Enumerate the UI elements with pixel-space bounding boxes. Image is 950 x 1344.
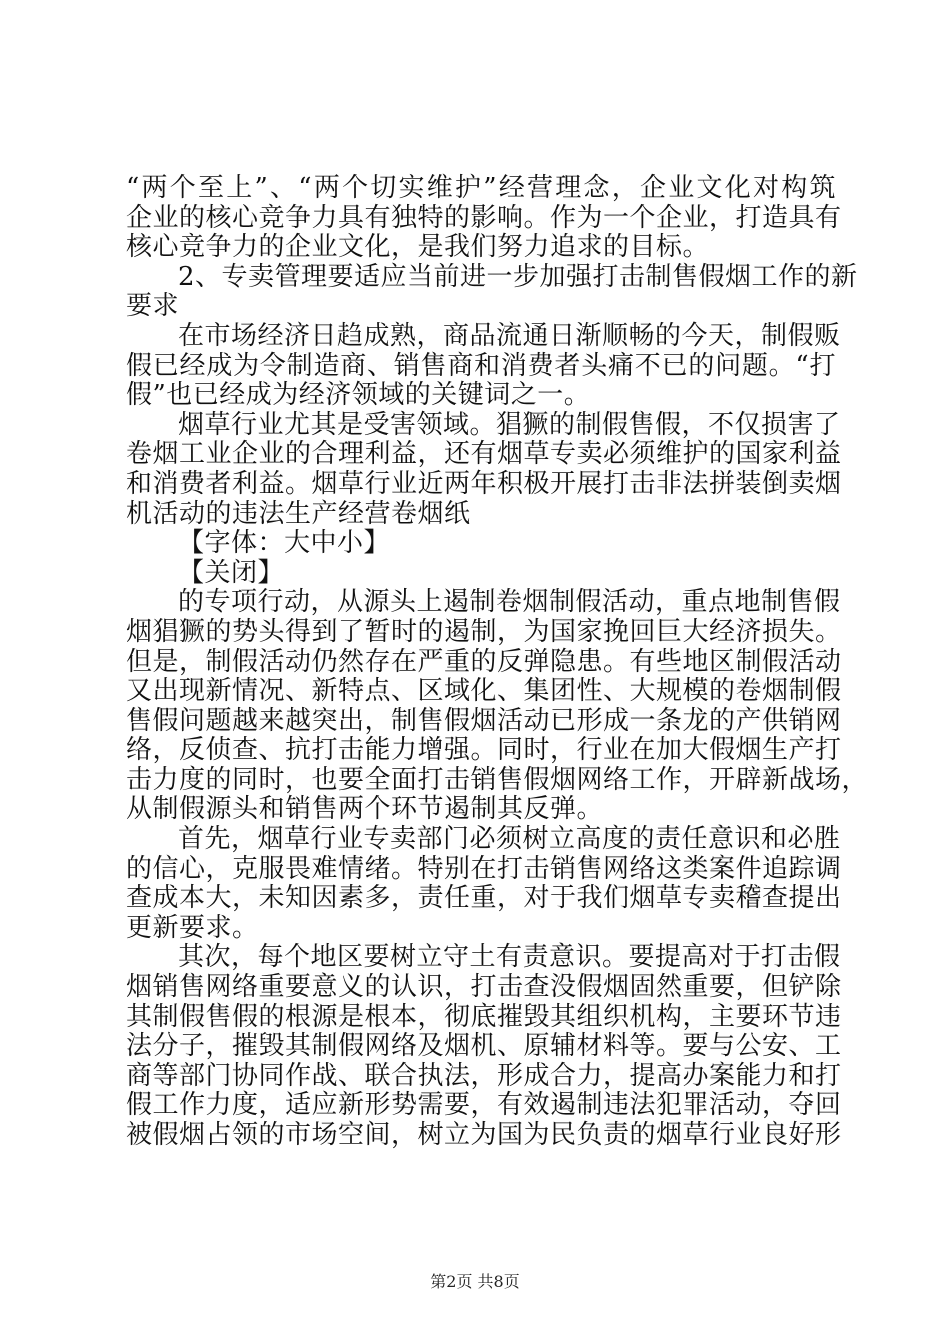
paragraph — [126, 529, 836, 559]
text-line: 被假烟占领的市场空间，树立为国为民负责的烟草行业良好形 — [126, 1120, 842, 1150]
text-line: 其次，每个地区要树立守土有责意识。要提高对于打击假 — [178, 942, 841, 973]
text-line: 从制假源头和销售两个环节遏制其反弹。 — [126, 794, 604, 825]
text-line: 核心竞争力的企业文化，是我们努力追求的目标。 — [126, 232, 710, 263]
page-number: 第2页 共8页 — [430, 1272, 520, 1291]
text-line: 商等部门协同作战、联合执法，形成合力，提高办案能力和打 — [126, 1060, 842, 1091]
text-line: 更新要求。 — [126, 912, 259, 943]
text-line: 假”也已经成为经济领域的关键词之一。 — [126, 380, 591, 411]
text-line: 查成本大，未知因素多，责任重，对于我们烟草专卖稽查提出 — [126, 883, 842, 914]
text-line: “两个至上”、“两个切实维护”经营理念，企业文化对构筑 — [126, 173, 836, 203]
text-line: 的专项行动，从源头上遏制卷烟制假活动，重点地制售假 — [178, 587, 841, 618]
text-line: 【关闭】 — [178, 557, 285, 588]
text-line: 击力度的同时，也要全面打击销售假烟网络工作，开辟新战场， — [126, 764, 869, 795]
paragraph — [126, 320, 841, 411]
text-line: 络，反侦查、抗打击能力增强。同时，行业在加大假烟生产打 — [126, 735, 842, 766]
paragraph — [126, 409, 842, 529]
text-line: 企业的核心竞争力具有独特的影响。作为一个企业，打造具有 — [126, 202, 842, 233]
text-line: 首先，烟草行业专卖部门必须树立高度的责任意识和必胜 — [178, 824, 841, 855]
text-line: 机活动的违法生产经营卷烟纸 — [126, 498, 471, 529]
text-line: 烟销售网络重要意义的认识，打击查没假烟固然重要，但铲除 — [126, 972, 842, 1003]
text-line: 法分子，摧毁其制假网络及烟机、原辅材料等。要与公安、工 — [126, 1031, 842, 1062]
paragraph — [126, 173, 842, 263]
paragraph — [126, 587, 869, 825]
text-line: 烟猖獗的势头得到了暂时的遏制，为国家挽回巨大经济损失。 — [126, 616, 842, 647]
text-line: 假工作力度，适应新形势需要，有效遏制违法犯罪活动，夺回 — [126, 1090, 842, 1121]
text-line: 卷烟工业企业的合理利益，还有烟草专卖必须维护的国家利益 — [126, 439, 842, 470]
text-line: 但是，制假活动仍然存在严重的反弹隐患。有些地区制假活动 — [126, 646, 842, 677]
text-line: 2、专卖管理要适应当前进一步加强打击制售假烟工作的新 — [178, 261, 858, 292]
text-line: 假已经成为令制造商、销售商和消费者头痛不已的问题。“打 — [126, 350, 836, 381]
text-line: 和消费者利益。烟草行业近两年积极开展打击非法拼装倒卖烟 — [126, 468, 842, 499]
text-line: 又出现新情况、新特点、区域化、集团性、大规模的卷烟制假 — [126, 676, 842, 707]
paragraph — [126, 559, 836, 589]
paragraph — [126, 261, 858, 322]
text-line: 要求 — [126, 291, 180, 322]
text-line: 其制假售假的根源是根本，彻底摧毁其组织机构，主要环节违 — [126, 1001, 842, 1032]
text-line: 售假问题越来越突出，制售假烟活动已形成一条龙的产供销网 — [126, 705, 842, 736]
text-line: 【字体：大中小】 — [178, 528, 391, 559]
paragraph — [126, 942, 842, 1150]
paragraph — [126, 824, 842, 943]
page-footer — [0, 1272, 950, 1292]
text-line: 的信心，克服畏难情绪。特别在打击销售网络这类案件追踪调 — [126, 853, 842, 884]
document-body — [126, 173, 869, 1151]
text-line: 在市场经济日趋成熟，商品流通日渐顺畅的今天，制假贩 — [178, 320, 841, 351]
text-line: 烟草行业尤其是受害领域。猖獗的制假售假，不仅损害了 — [178, 409, 841, 440]
